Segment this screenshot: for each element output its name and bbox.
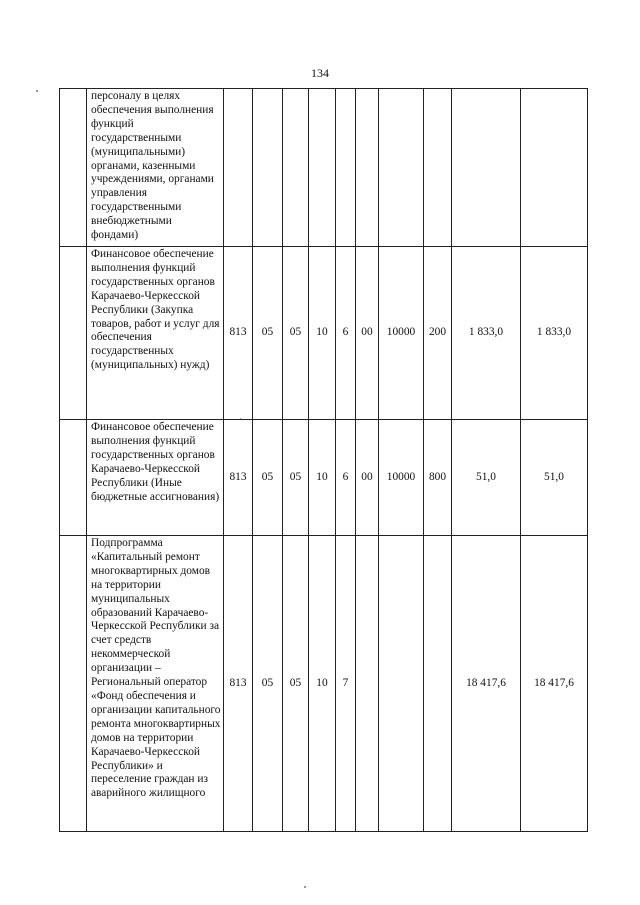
amount-cell xyxy=(521,89,588,247)
ved-cell: 813 xyxy=(224,536,253,832)
section-cell xyxy=(253,89,283,247)
subsection-cell: 05 xyxy=(283,420,309,536)
ved-cell: 813 xyxy=(224,420,253,536)
section-cell: 05 xyxy=(253,536,283,832)
amount-cell: 18 417,6 xyxy=(521,536,588,832)
table-row xyxy=(60,247,588,420)
subprogram-code-cell: 7 xyxy=(336,536,356,832)
table-row xyxy=(60,89,588,247)
section-cell: 05 xyxy=(253,247,283,420)
expense-type-cell xyxy=(424,536,452,832)
row-number-cell xyxy=(60,536,87,832)
budget-table xyxy=(59,88,588,832)
amount-cell xyxy=(452,89,521,247)
amount-cell: 51,0 xyxy=(521,420,588,536)
amount-cell: 1 833,0 xyxy=(452,247,521,420)
expense-type-cell: 200 xyxy=(424,247,452,420)
row-number-cell xyxy=(60,247,87,420)
amount-cell: 1 833,0 xyxy=(521,247,588,420)
program-code-cell: 10 xyxy=(309,536,336,832)
program-code-cell: 10 xyxy=(309,247,336,420)
amount-cell: 18 417,6 xyxy=(452,536,521,832)
direction-code-cell: 10000 xyxy=(379,420,424,536)
expense-type-cell: 800 xyxy=(424,420,452,536)
direction-code-cell xyxy=(379,536,424,832)
expense-type-cell xyxy=(424,89,452,247)
program-code-cell xyxy=(309,89,336,247)
scan-speck xyxy=(304,886,306,888)
table-row xyxy=(60,536,588,832)
subprogram-code-cell: 6 xyxy=(336,420,356,536)
main-event-code-cell xyxy=(356,89,379,247)
main-event-code-cell: 00 xyxy=(356,247,379,420)
ved-cell: 813 xyxy=(224,247,253,420)
amount-cell: 51,0 xyxy=(452,420,521,536)
main-event-code-cell xyxy=(356,536,379,832)
main-event-code-cell: 00 xyxy=(356,420,379,536)
subsection-cell xyxy=(283,89,309,247)
direction-code-cell: 10000 xyxy=(379,247,424,420)
direction-code-cell xyxy=(379,89,424,247)
ved-cell xyxy=(224,89,253,247)
row-number-cell xyxy=(60,89,87,247)
subsection-cell: 05 xyxy=(283,247,309,420)
subsection-cell: 05 xyxy=(283,536,309,832)
item-name-cell: персоналу в целях обеспечения выполнения функций государственными (муниципальными) органами, казенными учреждениями, органами управления государственными внебюджетными фондами) xyxy=(87,89,224,247)
scan-speck xyxy=(36,90,38,92)
scan-speck xyxy=(240,418,241,419)
section-cell: 05 xyxy=(253,420,283,536)
page-number: 134 xyxy=(311,66,329,80)
item-name-cell: Финансовое обеспечение выполнения функций государственных органов Карачаево-Черкесской Республики (Закупка товаров, работ и услуг для обеспечения государственных (муниципальных) нужд) xyxy=(87,247,224,420)
program-code-cell: 10 xyxy=(309,420,336,536)
subprogram-code-cell xyxy=(336,89,356,247)
item-name-cell: Финансовое обеспечение выполнения функций государственных органов Карачаево-Черкесской Республики (Иные бюджетные ассигнования) xyxy=(87,420,224,536)
table-row xyxy=(60,420,588,536)
item-name-cell: Подпрограмма «Капитальный ремонт многоквартирных домов на территории муниципальных образований Карачаево-Черкесской Республики за счет средств некоммерческой организации – Региональный оператор «Фонд обеспечения и организации капитального ремонта многоквартирных домов на территории Карачаево-Черкесской Республики» и переселение граждан из аварийного жилищного xyxy=(87,536,224,832)
row-number-cell xyxy=(60,420,87,536)
subprogram-code-cell: 6 xyxy=(336,247,356,420)
